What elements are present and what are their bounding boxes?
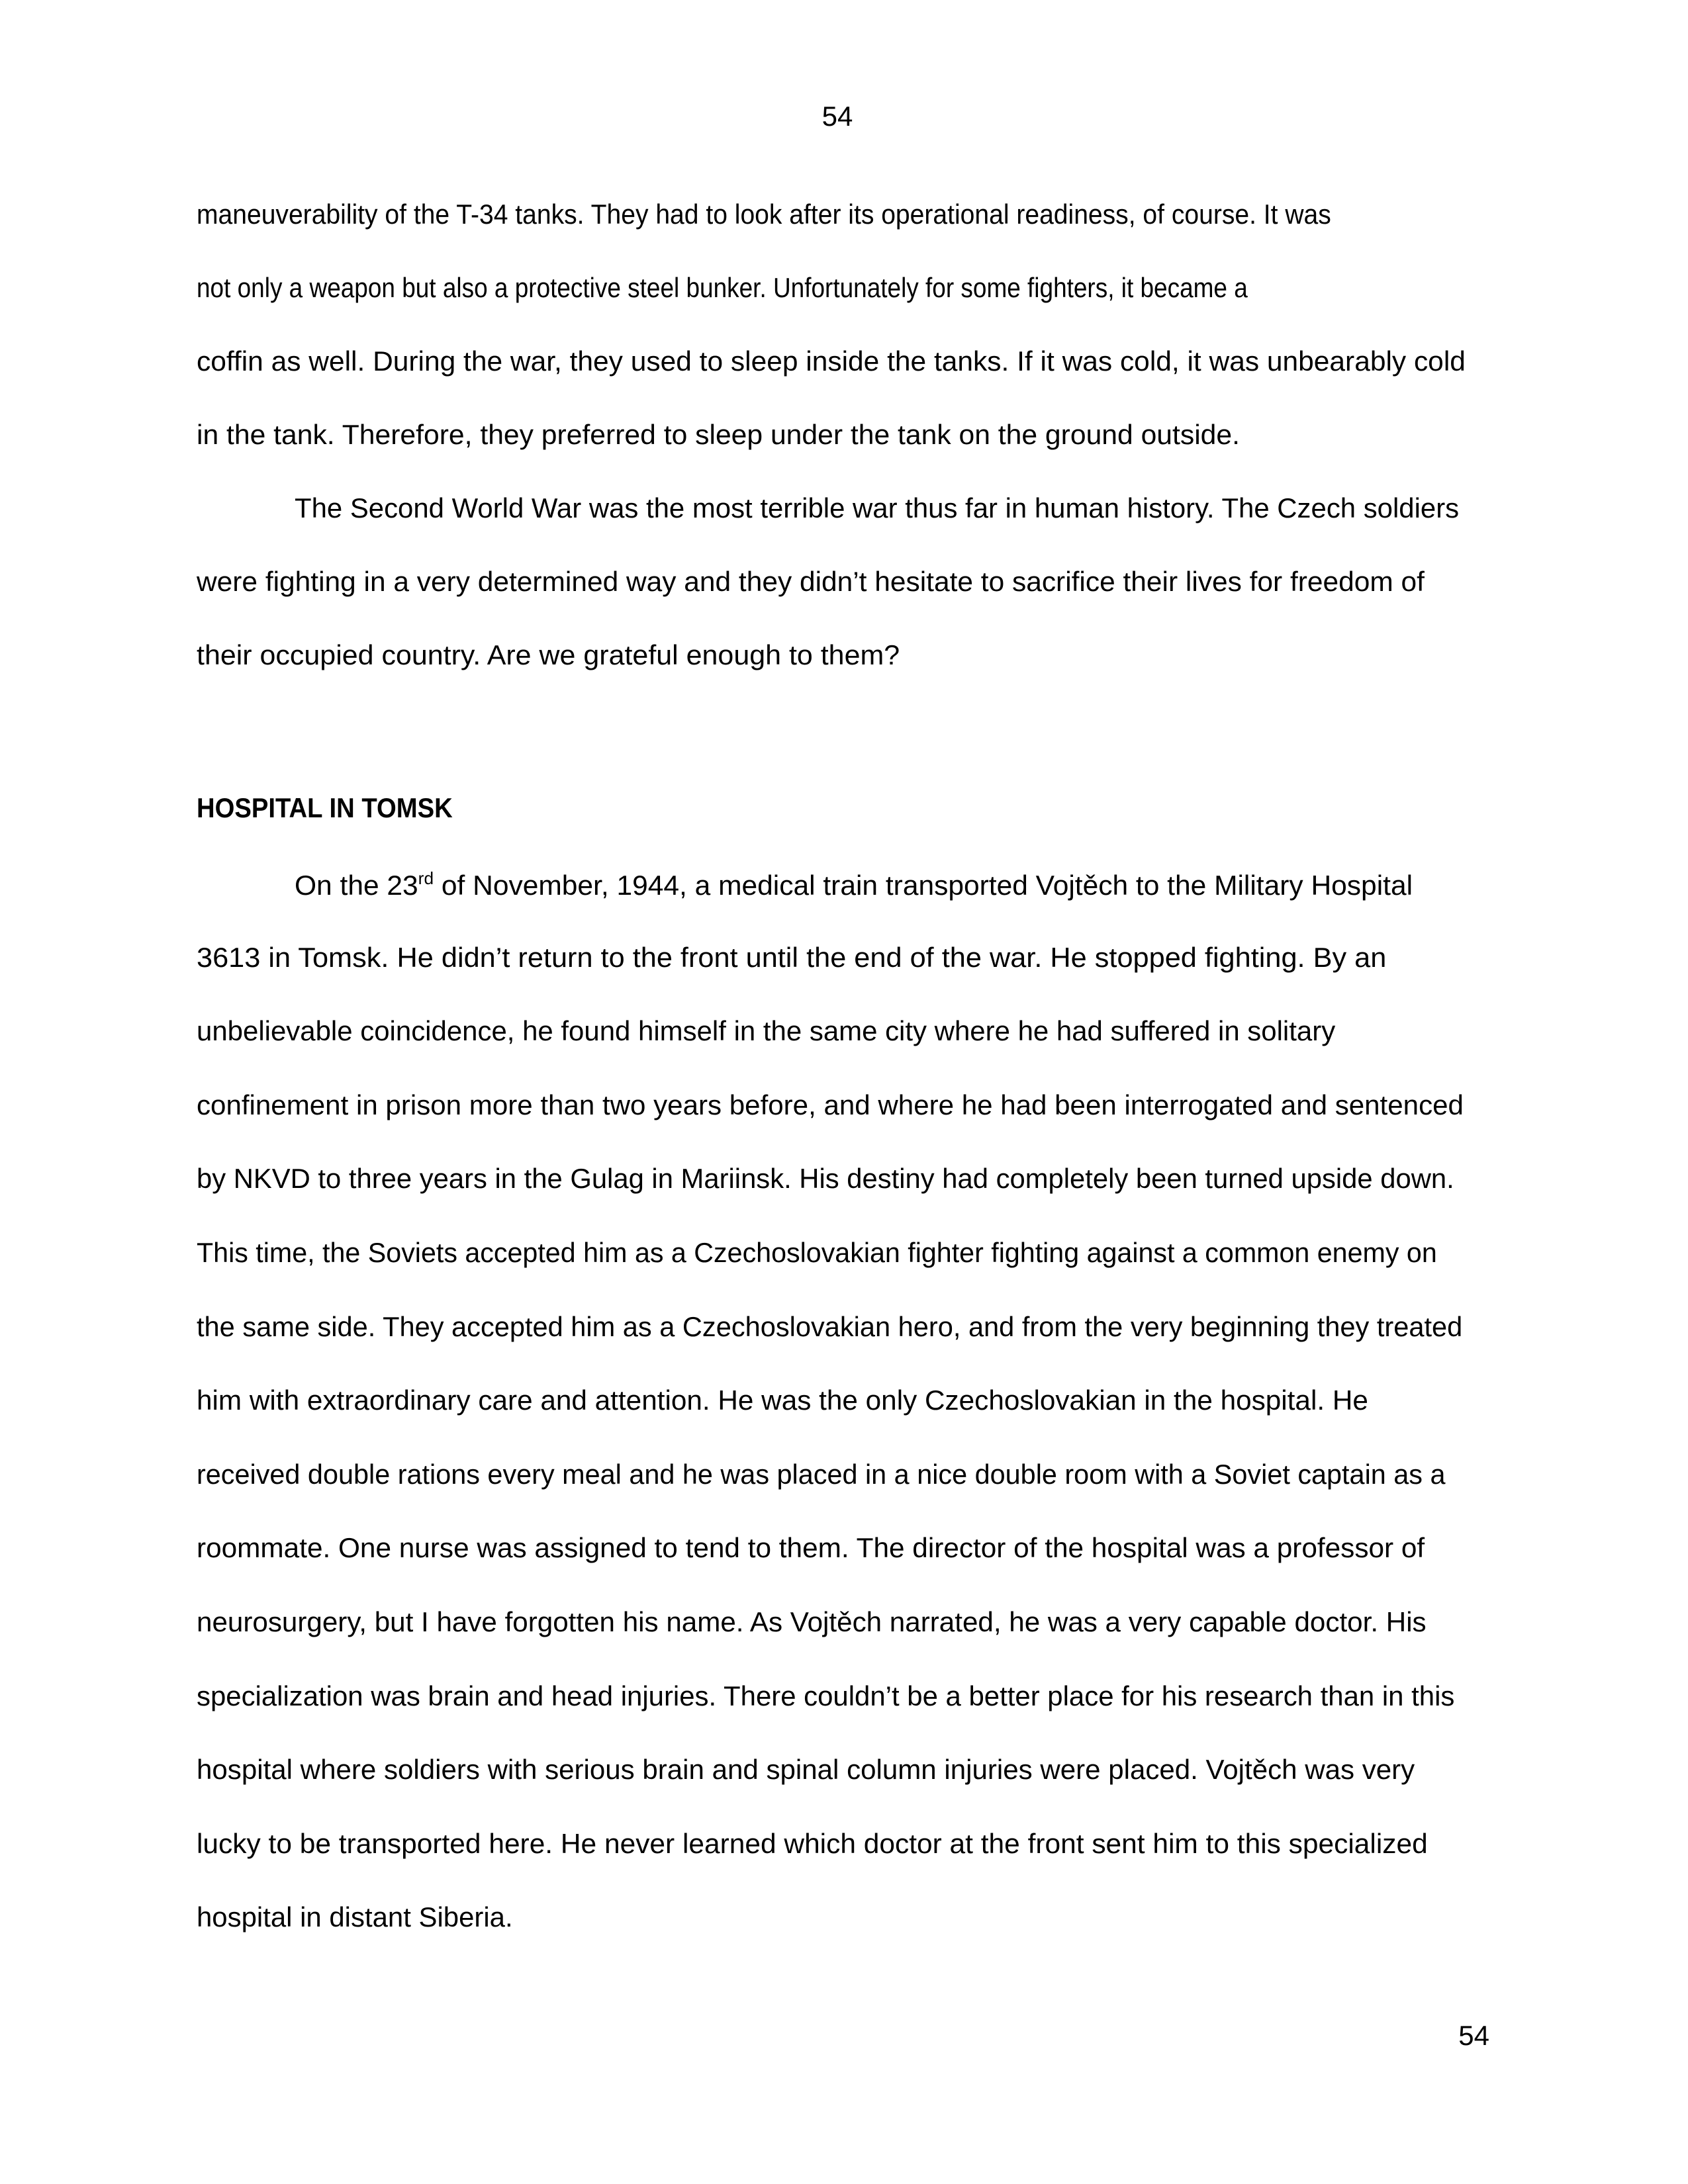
text-line [295, 870, 1413, 899]
text-line: by NKVD to three years in the Gulag in Mariinsk. His destiny had completely been turned upside down. [197, 1162, 1454, 1194]
text-line: their occupied country. Are we grateful enough to them? [197, 639, 900, 670]
text-line: in the tank. Therefore, they preferred to sleep under the tank on the ground outside. [197, 418, 1240, 450]
text-line: hospital in distant Siberia. [197, 1901, 513, 1933]
ordinal-superscript: rd [418, 868, 434, 888]
header-page-number: 54 [821, 101, 853, 132]
text-line: hospital where soldiers with serious brain and spinal column injuries were placed. Vojtěch was very [197, 1753, 1415, 1785]
text-line: 3613 in Tomsk. He didn’t return to the front until the end of the war. He stopped fighting. By an [197, 941, 1387, 973]
text-line: unbelievable coincidence, he found himself in the same city where he had suffered in solitary [197, 1015, 1336, 1046]
text-line: were fighting in a very determined way and they didn’t hesitate to sacrifice their lives for freedom of [197, 565, 1425, 597]
text-line: maneuverability of the T-34 tanks. They had to look after its operational readiness, of course. It was [197, 198, 1331, 230]
text-line: The Second World War was the most terrible war thus far in human history. The Czech soldiers [295, 492, 1460, 523]
text-line: confinement in prison more than two years before, and where he had been interrogated and sentenced [197, 1089, 1464, 1120]
text-run: On the 23 [295, 869, 418, 901]
text-line: neurosurgery, but I have forgotten his name. As Vojtěch narrated, he was a very capable doctor. His [197, 1606, 1427, 1637]
text-line: coffin as well. During the war, they used to sleep inside the tanks. If it was cold, it was unbearably cold [197, 345, 1466, 377]
text-line: not only a weapon but also a protective steel bunker. Unfortunately for some fighters, it became a [197, 271, 1248, 303]
text-line: roommate. One nurse was assigned to tend to them. The director of the hospital was a professor of [197, 1531, 1425, 1563]
text-line: This time, the Soviets accepted him as a Czechoslovakian fighter fighting against a common enemy on [197, 1236, 1437, 1268]
text-line: received double rations every meal and he was placed in a nice double room with a Soviet captain as a [197, 1458, 1446, 1490]
text-run: of November, 1944, a medical train transported Vojtěch to the Military Hospital [434, 869, 1413, 901]
text-line: specialization was brain and head injuries. There couldn’t be a better place for his research than in this [197, 1680, 1455, 1711]
text-line: the same side. They accepted him as a Czechoslovakian hero, and from the very beginning they treated [197, 1310, 1463, 1342]
text-line: lucky to be transported here. He never learned which doctor at the front sent him to this specialized [197, 1827, 1428, 1859]
footer-page-number: 54 [1458, 2020, 1489, 2051]
text-line: him with extraordinary care and attention. He was the only Czechoslovakian in the hospital. He [197, 1384, 1368, 1416]
section-heading: HOSPITAL IN TOMSK [197, 792, 453, 823]
